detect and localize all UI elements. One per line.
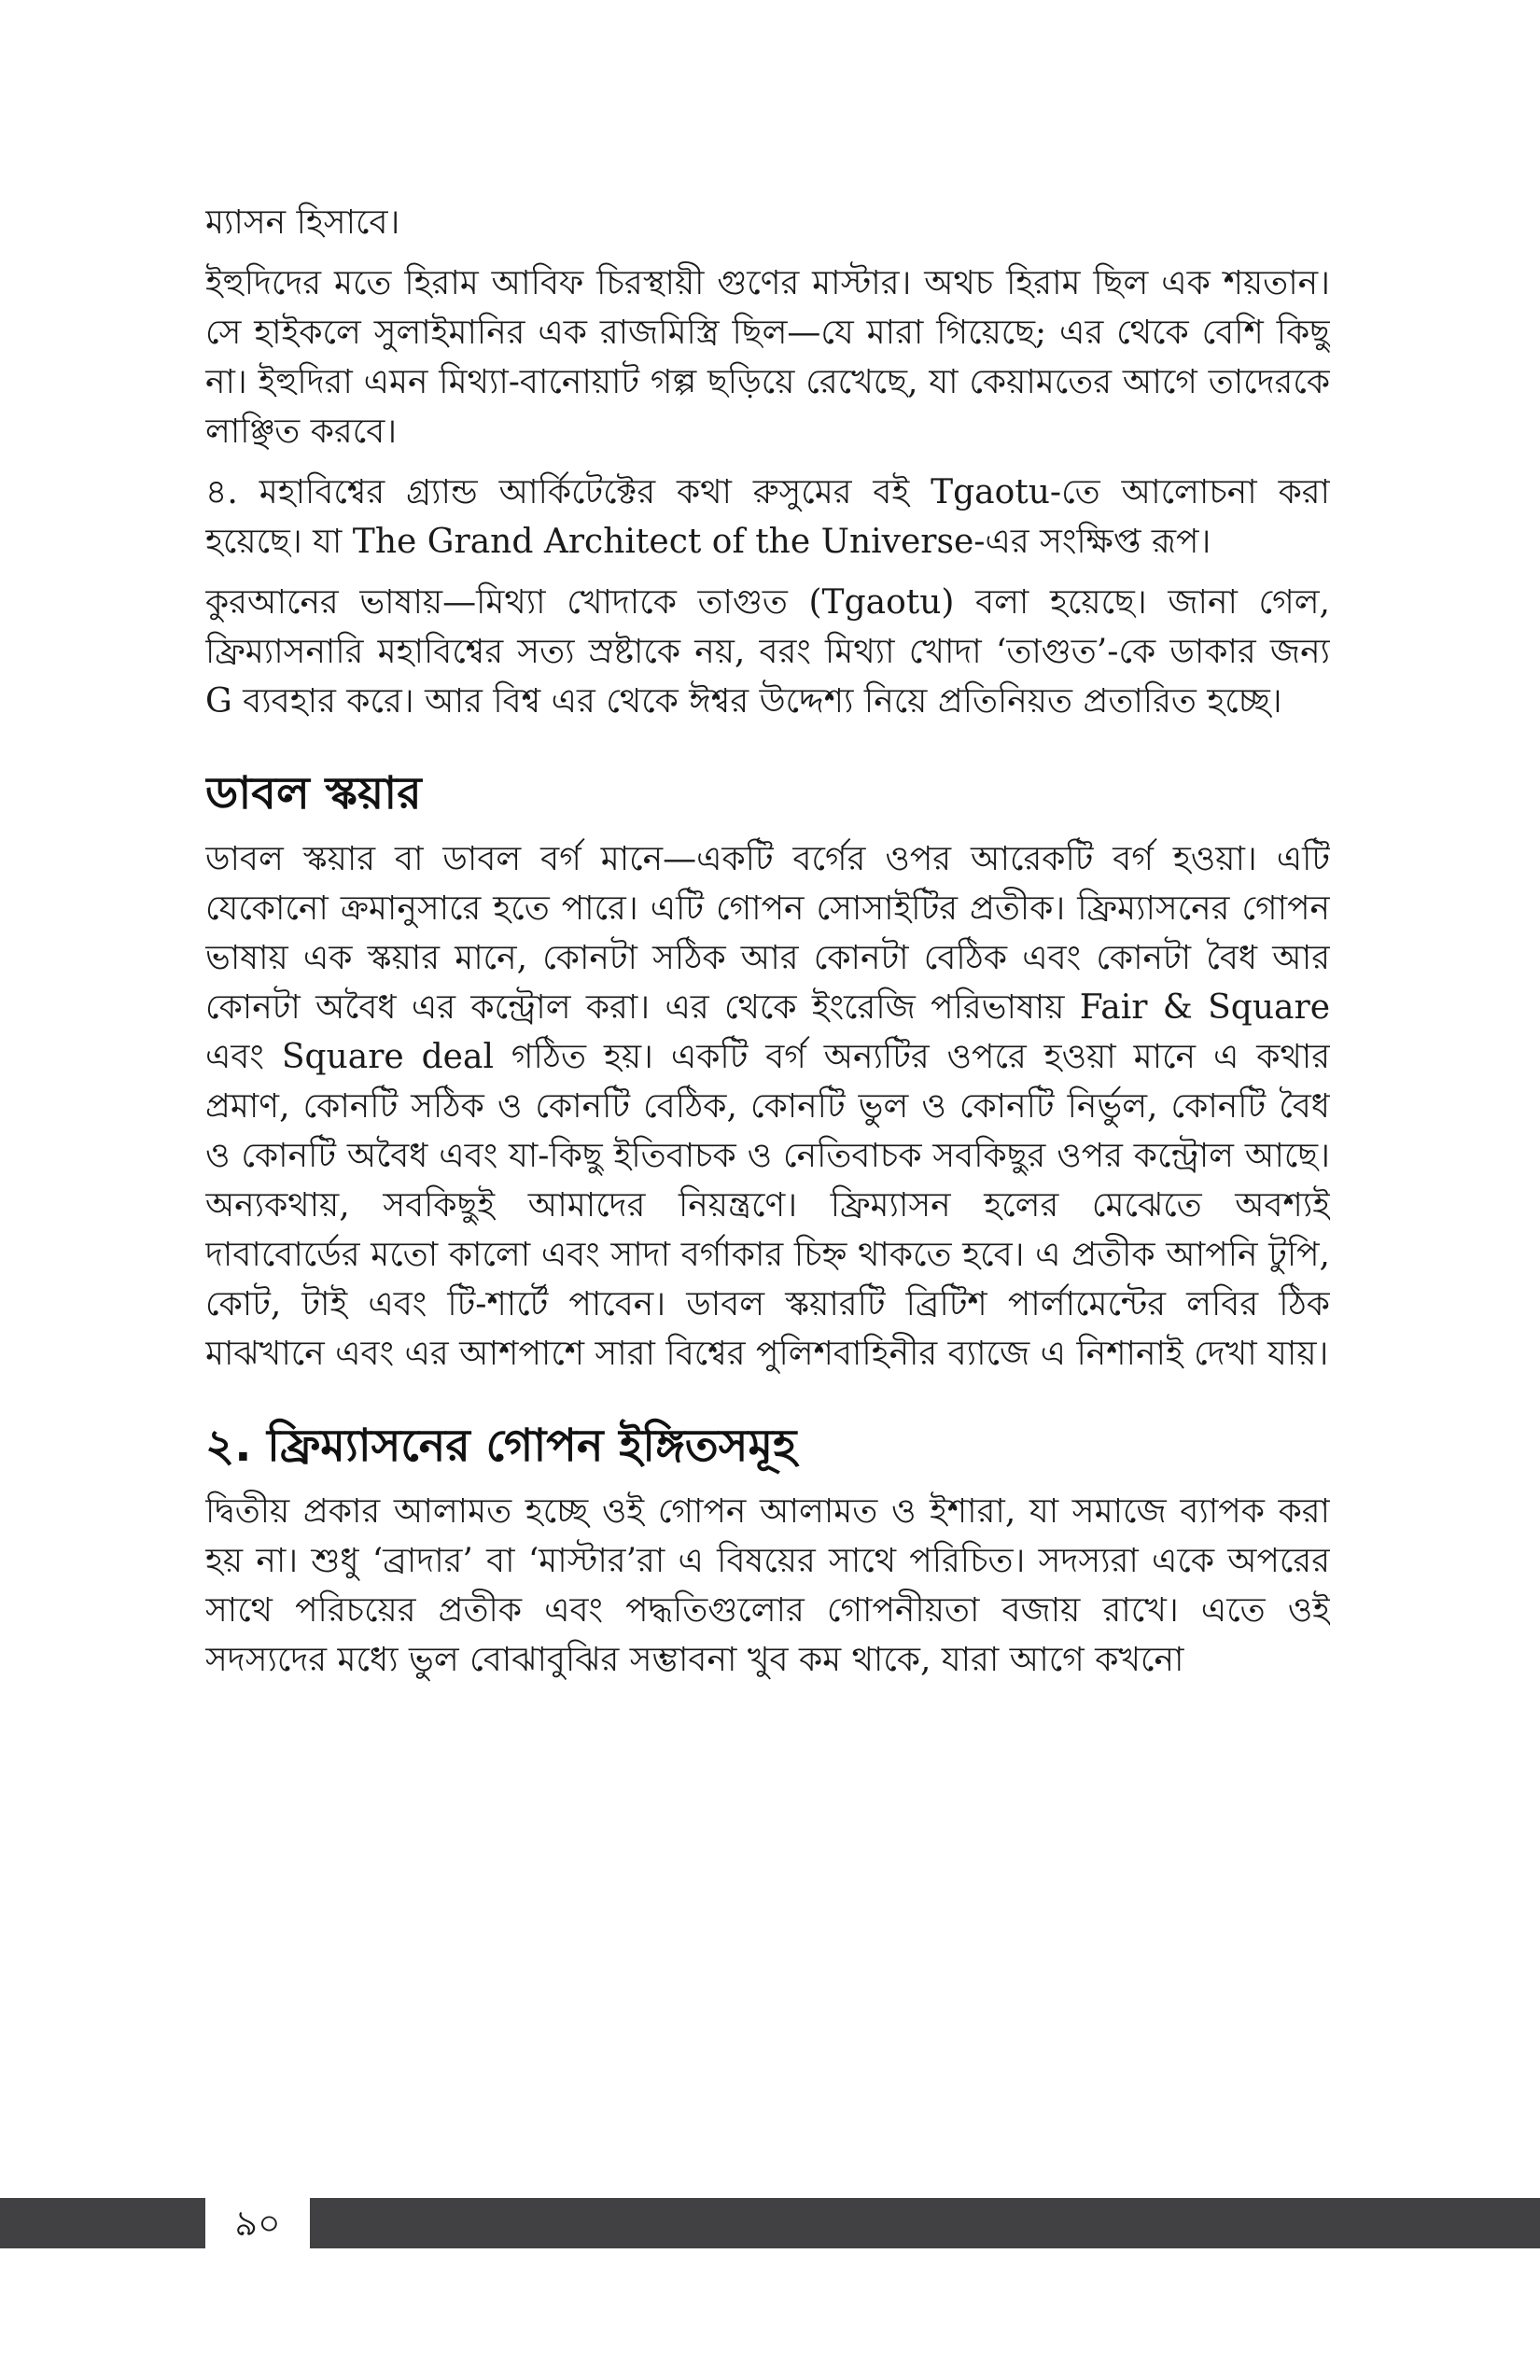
paragraph-5: ডাবল স্কয়ার বা ডাবল বর্গ মানে—একটি বর্গের ওপর আরেকটি বর্গ হওয়া। এটি যেকোনো ক্রমানুসারে হতে পারে। এটি গোপন সোসাইটির প্রতীক। ফ্রিম্যাসনের গোপন ভাষায় এক স্কয়ার মানে, কোনটা সঠিক আর কোনটা বেঠিক এবং কোনটা বৈধ আর কোনটা অবৈধ এর কন্ট্রোল করা। এর থেকে ইংরেজি পরিভাষায় Fair & Square এবং Square deal গঠিত হয়। একটি বর্গ অন্যটির ওপরে হওয়া মানে এ কথার প্রমাণ, কোনটি সঠিক ও কোনটি বেঠিক, কোনটি ভুল ও কোনটি নির্ভুল, কোনটি বৈধ ও কোনটি অবৈধ এবং যা-কিছু ইতিবাচক ও নেতিবাচক সবকিছুর ওপর কন্ট্রোল আছে। অন্যকথায়, সবকিছুই আমাদের নিয়ন্ত্রণে। ফ্রিম্যাসন হলের মেঝেতে অবশ্যই দাবাবোর্ডের মতো কালো এবং সাদা বর্গাকার চিহ্ন থাকতে হবে। এ প্রতীক আপনি টুপি, কোট, টাই এবং টি-শার্টে পাবেন। ডাবল স্কয়ারটি ব্রিটিশ পার্লামেন্টের লবির ঠিক মাঝখানে এবং এর আশপাশে সারা বিশ্বের পুলিশবাহিনীর ব্যাজে এ নিশানাই দেখা যায়। — [205, 840, 1330, 1373]
paragraph-6: দ্বিতীয় প্রকার আলামত হচ্ছে ওই গোপন আলামত ও ইশারা, যা সমাজে ব্যাপক করা হয় না। শুধু ‘ব্রাদার’ বা ‘মাস্টার’রা এ বিষয়ের সাথে পরিচিত। সদস্যরা একে অপরের সাথে পরিচয়ের প্রতীক এবং পদ্ধতিগুলোর গোপনীয়তা বজায় রাখে। এতে ওই সদস্যদের মধ্যে ভুল বোঝাবুঝির সম্ভাবনা খুব কম থাকে, যারা আগে কখনো — [205, 1492, 1330, 1679]
page-footer — [0, 2198, 1540, 2248]
section-heading-double-square: ডাবল স্কয়ার — [205, 767, 422, 819]
page-body — [205, 198, 1330, 2074]
paragraph-4: কুরআনের ভাষায়—মিথ্যা খোদাকে তাগুত (Tgaotu) বলা হয়েছে। জানা গেল, ফ্রিম্যাসনারি মহাবিশ্বের সত্য স্রষ্টাকে নয়, বরং মিথ্যা খোদা ‘তাগুত’-কে ডাকার জন্য G ব্যবহার করে। আর বিশ্ব এর থেকে ঈশ্বর উদ্দেশ্য নিয়ে প্রতিনিয়ত প্রতারিত হচ্ছে। — [205, 583, 1330, 721]
footer-bar-left — [0, 2198, 205, 2248]
paragraph-1: ম্যাসন হিসাবে। — [205, 203, 400, 242]
footer-bar-right — [310, 2198, 1540, 2248]
section-heading-secret-signs: ২. ফ্রিম্যাসনের গোপন ইঙ্গিতসমূহ — [205, 1420, 797, 1472]
page-number: ৯০ — [234, 2203, 281, 2244]
paragraph-2: ইহুদিদের মতে হিরাম আবিফ চিরস্থায়ী গুণের মাস্টার। অথচ হিরাম ছিল এক শয়তান। সে হাইকলে সুলাইমানির এক রাজমিস্ত্রি ছিল—যে মারা গিয়েছে; এর থেকে বেশি কিছু না। ইহুদিরা এমন মিথ্যা-বানোয়াট গল্প ছড়িয়ে রেখেছে, যা কেয়ামতের আগে তাদেরকে লাঞ্ছিত করবে। — [205, 264, 1330, 451]
paragraph-3: ৪. মহাবিশ্বের গ্র্যান্ড আর্কিটেক্টের কথা রুসুমের বই Tgaotu-তে আলোচনা করা হয়েছে। যা The Grand Architect of the Universe-এর সংক্ষিপ্ত রূপ। — [205, 473, 1330, 561]
